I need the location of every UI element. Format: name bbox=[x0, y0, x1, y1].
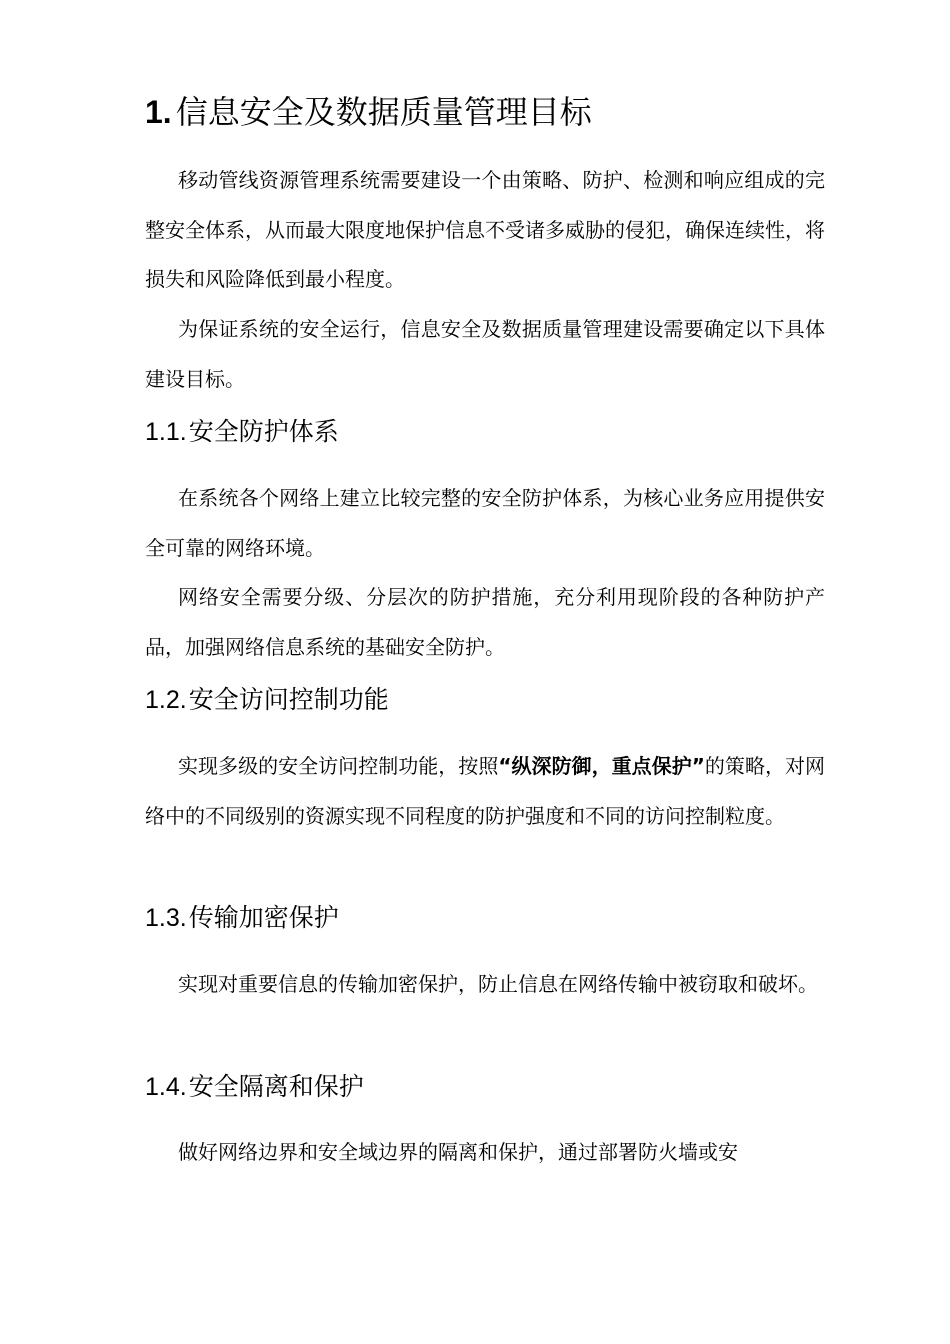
section-1-3-paragraph: 实现对重要信息的传输加密保护，防止信息在网络传输中被窃取和破坏。 bbox=[178, 972, 818, 996]
main-heading-number: 1. bbox=[145, 94, 172, 130]
section-number: 1.2. bbox=[145, 686, 187, 714]
section-heading-1-3 bbox=[145, 898, 825, 938]
section-title: 安全访问控制功能 bbox=[188, 685, 389, 714]
emphasis-quote: “纵深防御，重点保护” bbox=[498, 754, 705, 778]
section-heading-1-2 bbox=[145, 680, 825, 720]
section-1-2-paragraph bbox=[145, 742, 825, 841]
main-heading bbox=[145, 86, 825, 138]
section-heading-1-4 bbox=[145, 1067, 825, 1107]
section-title: 安全隔离和保护 bbox=[188, 1072, 364, 1101]
section-title: 传输加密保护 bbox=[188, 903, 339, 932]
section-1-4-paragraph: 做好网络边界和安全域边界的隔离和保护，通过部署防火墙或安 bbox=[178, 1140, 738, 1164]
section-1-1-paragraph-2: 网络安全需要分级、分层次的防护措施，充分利用现阶段的各种防护产品，加强网络信息系统的基础安全防护。 bbox=[145, 585, 825, 659]
section-title: 安全防护体系 bbox=[188, 417, 339, 446]
main-heading-text: 信息安全及数据质量管理目标 bbox=[175, 93, 592, 131]
section-number: 1.3. bbox=[145, 904, 187, 932]
paragraph-text-before: 实现多级的安全访问控制功能，按照 bbox=[178, 754, 499, 778]
intro-paragraph-2: 为保证系统的安全运行，信息安全及数据质量管理建设需要确定以下具体建设目标。 bbox=[145, 317, 825, 391]
intro-paragraph-1: 移动管线资源管理系统需要建设一个由策略、防护、检测和响应组成的完整安全体系，从而最大限度地保护信息不受诸多威胁的侵犯，确保连续性，将损失和风险降低到最小程度。 bbox=[145, 168, 825, 291]
section-number: 1.1. bbox=[145, 418, 187, 446]
section-heading-1-1 bbox=[145, 412, 825, 452]
paragraph-text-after: 的策略，对网络中的不同级别的资源实现不同程度的防护强度和不同的访问控制粒度。 bbox=[145, 754, 826, 828]
section-number: 1.4. bbox=[145, 1073, 187, 1101]
section-1-1-paragraph-1: 在系统各个网络上建立比较完整的安全防护体系，为核心业务应用提供安全可靠的网络环境。 bbox=[145, 486, 825, 560]
